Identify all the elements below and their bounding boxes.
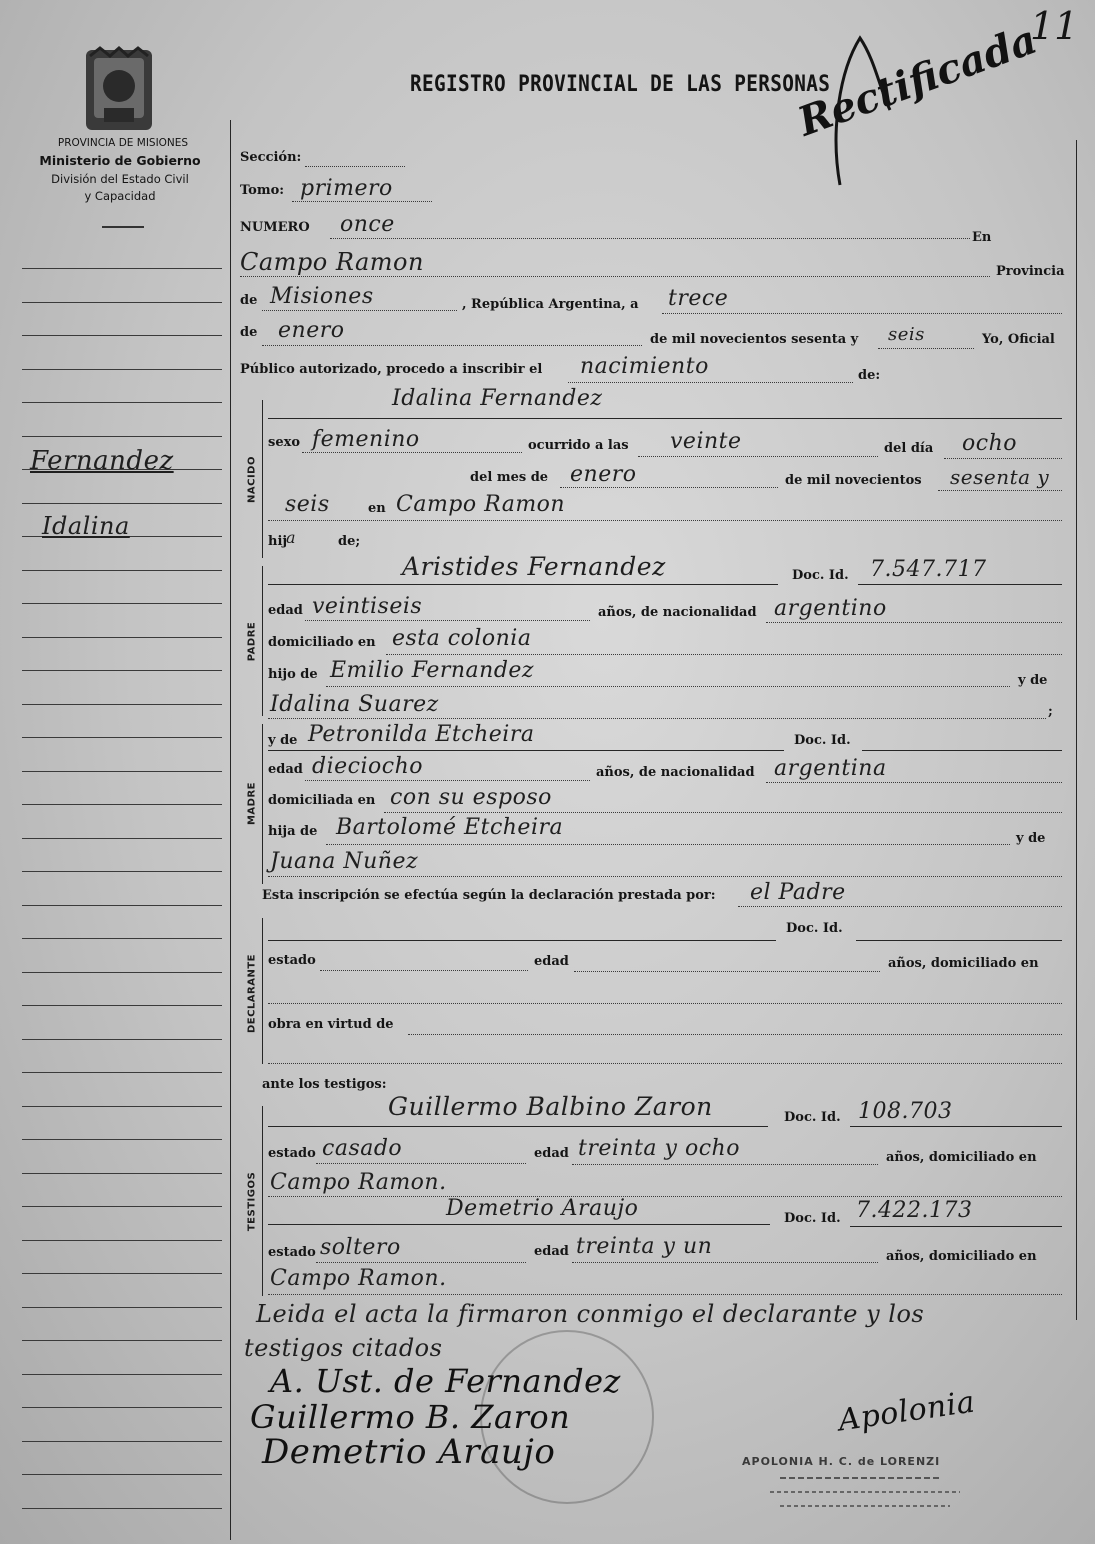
numero-label: NUMERO xyxy=(240,220,310,235)
hora-line xyxy=(638,456,878,457)
madre-nac-value: argentina xyxy=(774,756,887,781)
de-label: de xyxy=(240,293,258,308)
margin-border xyxy=(230,120,231,1540)
testigo-2-doc-line xyxy=(850,1226,1062,1227)
margin-note-given-name: Idalina xyxy=(42,512,130,540)
declarante-edad-label: edad xyxy=(534,954,569,969)
margin-rule-line xyxy=(22,302,222,303)
padre-bracket xyxy=(262,566,263,716)
testigo-2-estado-label: estado xyxy=(268,1245,316,1260)
margin-rule-line xyxy=(22,1072,222,1073)
sexo-label: sexo xyxy=(268,435,301,450)
month-line xyxy=(262,345,642,346)
testigo-1-doc: 108.703 xyxy=(858,1099,953,1124)
document-title: REGISTRO PROVINCIAL DE LAS PERSONAS xyxy=(410,72,831,97)
madre-dom-label: domiciliada en xyxy=(268,793,376,808)
margin-rule-line xyxy=(22,1139,222,1140)
dia-line xyxy=(944,458,1062,459)
madre-side-label: MADRE xyxy=(246,781,258,826)
testigo-1-dom: Campo Ramon. xyxy=(270,1170,447,1195)
testigo-1-doc-label: Doc. Id. xyxy=(784,1110,841,1125)
padre-semicolon: ; xyxy=(1048,704,1053,719)
margin-rule-line xyxy=(22,804,222,805)
declarante-extra-line xyxy=(268,1063,1062,1064)
madre-edad-line xyxy=(305,780,590,781)
declarante-bracket xyxy=(262,918,263,1064)
padre-nac-label: años, de nacionalidad xyxy=(598,605,757,620)
padre-yde-label: y de xyxy=(1018,673,1048,688)
madre-name: Petronilda Etcheira xyxy=(308,722,535,747)
numero-line xyxy=(330,238,970,239)
ministry-line-3: División del Estado Civil xyxy=(51,172,189,186)
nacido-name-line xyxy=(268,418,1062,419)
nacido-year-value-2: seis xyxy=(285,492,330,517)
closing-line-2: testigos citados xyxy=(244,1334,443,1362)
margin-rule-line xyxy=(22,1374,222,1375)
testigo-2-anos-label: años, domiciliado en xyxy=(886,1249,1037,1264)
month-value: enero xyxy=(278,318,345,343)
acto-line xyxy=(568,382,853,383)
testigo-1-estado-label: estado xyxy=(268,1146,316,1161)
madre-dom-value: con su esposo xyxy=(390,785,552,810)
testigo-1-edad-line xyxy=(572,1164,878,1165)
declarante-estado-label: estado xyxy=(268,953,316,968)
en-label: En xyxy=(972,230,992,245)
madre-edad-label: edad xyxy=(268,762,303,777)
testigo-1-estado: casado xyxy=(322,1136,403,1161)
declarante-doc-label: Doc. Id. xyxy=(786,921,843,936)
de3-label: de: xyxy=(858,368,881,383)
signature-3: Demetrio Araujo xyxy=(262,1432,556,1472)
margin-rule-line xyxy=(22,402,222,403)
del-dia-label: del día xyxy=(884,441,934,456)
margin-rule-line xyxy=(22,1106,222,1107)
testigo-1-name-line xyxy=(268,1126,768,1127)
official-stamp-name: APOLONIA H. C. de LORENZI xyxy=(742,1455,941,1468)
madre-name-line xyxy=(268,750,784,751)
declarante-obra-line xyxy=(408,1034,1062,1035)
testigo-2-edad-label: edad xyxy=(534,1244,569,1259)
mes-line xyxy=(560,487,778,488)
rectificada-flourish xyxy=(820,30,910,190)
testigo-2-doc-label: Doc. Id. xyxy=(784,1211,841,1226)
signature-2: Guillermo B. Zaron xyxy=(250,1398,571,1436)
republica-label: , República Argentina, a xyxy=(462,297,639,312)
mes-label: del mes de xyxy=(470,470,549,485)
sexo-value: femenino xyxy=(312,427,420,452)
testigo-2-edad: treinta y un xyxy=(576,1234,713,1259)
padre-edad-value: veintiseis xyxy=(312,594,423,619)
publico-label: Público autorizado, procedo a inscribir el xyxy=(240,362,543,377)
nacido-bracket xyxy=(262,400,263,558)
tomo-value: primero xyxy=(300,176,393,201)
padre-doc-line xyxy=(858,584,1062,585)
hij-de-label: de; xyxy=(338,534,361,549)
declarante-dom-line xyxy=(268,1003,1062,1004)
padre-nac-value: argentino xyxy=(774,596,887,621)
margin-rule-line xyxy=(22,503,222,504)
margin-note-surname: Fernandez xyxy=(30,446,174,476)
official-signature: Apolonia xyxy=(836,1384,978,1439)
dia-value: ocho xyxy=(962,431,1017,456)
padre-hijo-label: hijo de xyxy=(268,667,318,682)
nacido-en-label: en xyxy=(368,501,386,516)
testigo-2-name: Demetrio Araujo xyxy=(446,1196,639,1221)
testigo-2-doc: 7.422.173 xyxy=(856,1198,973,1223)
hij-label: hij xyxy=(268,534,288,549)
padre-dom-value: esta colonia xyxy=(392,626,532,651)
signature-1: A. Ust. de Fernandez xyxy=(270,1362,621,1400)
padre-name: Aristides Fernandez xyxy=(402,552,666,581)
seccion-label: Sección: xyxy=(240,150,302,165)
day-line xyxy=(662,313,1062,314)
nacido-name: Idalina Fernandez xyxy=(392,386,603,411)
testigos-side-label: TESTIGOS xyxy=(246,1171,258,1232)
margin-rule-line xyxy=(22,637,222,638)
testigo-1-edad: treinta y ocho xyxy=(578,1136,740,1161)
padre-nac-line xyxy=(766,622,1062,623)
margin-rule-line xyxy=(22,603,222,604)
madre-nac-label: años, de nacionalidad xyxy=(596,765,755,780)
testigo-1-anos-label: años, domiciliado en xyxy=(886,1150,1037,1165)
madre-doc-label: Doc. Id. xyxy=(794,733,851,748)
ministry-line-1: PROVINCIA DE MISIONES xyxy=(57,137,189,149)
tomo-label: Tomo: xyxy=(240,183,285,198)
margin-rule-line xyxy=(22,436,222,437)
declaracion-text: Esta inscripción se efectúa según la declaración prestada por: xyxy=(262,888,716,903)
escudo-icon xyxy=(80,46,158,132)
margin-rule-line xyxy=(22,972,222,973)
hora-value: veinte xyxy=(670,429,742,454)
year-value: seis xyxy=(888,324,925,345)
margin-rule-line xyxy=(22,1039,222,1040)
testigo-2-edad-line xyxy=(572,1262,878,1263)
testigo-1-dom-line xyxy=(268,1196,1062,1197)
seccion-line xyxy=(305,166,405,167)
madre-edad-value: dieciocho xyxy=(312,754,423,779)
testigo-1-doc-line xyxy=(850,1126,1062,1127)
acto-value: nacimiento xyxy=(580,354,709,379)
margin-rule-line xyxy=(22,1240,222,1241)
margin-rule-line xyxy=(22,704,222,705)
nacido-year-line xyxy=(938,490,1062,491)
margin-rule-line xyxy=(22,905,222,906)
declarante-estado-line xyxy=(320,970,528,971)
day-value: trece xyxy=(668,286,729,311)
madre-yde2-label: y de xyxy=(1016,831,1046,846)
rectificada-annotation: Rectificada xyxy=(791,15,1043,146)
place-line xyxy=(240,276,990,277)
padre-mother-of: Idalina Suarez xyxy=(270,692,439,717)
declarante-obra-label: obra en virtud de xyxy=(268,1017,394,1032)
hij-suffix: a xyxy=(286,528,297,547)
padre-father-line xyxy=(326,686,1010,687)
padre-doc-label: Doc. Id. xyxy=(792,568,849,583)
testigo-2-dom: Campo Ramon. xyxy=(270,1266,447,1291)
margin-rule-line xyxy=(22,1307,222,1308)
nacido-lugar: Campo Ramon xyxy=(396,492,566,517)
margin-rule-line xyxy=(22,1407,222,1408)
margin-rule-line xyxy=(22,838,222,839)
madre-nac-line xyxy=(766,782,1062,783)
ocurrido-label: ocurrido a las xyxy=(528,438,629,453)
padre-edad-line xyxy=(305,620,590,621)
padre-name-line xyxy=(268,584,778,585)
margin-rule-line xyxy=(22,369,222,370)
madre-dom-line xyxy=(384,812,1062,813)
margin-rule-line xyxy=(22,1508,222,1509)
margin-rule-line xyxy=(22,1173,222,1174)
madre-father-line xyxy=(326,844,1010,845)
provincia-line xyxy=(262,310,457,311)
declaracion-value: el Padre xyxy=(750,880,846,905)
madre-bracket xyxy=(262,724,263,884)
testigo-2-estado-line xyxy=(316,1262,526,1263)
padre-edad-label: edad xyxy=(268,603,303,618)
margin-rule-line xyxy=(22,1474,222,1475)
margin-rule-line xyxy=(22,871,222,872)
margin-rule-line xyxy=(22,1441,222,1442)
declarante-edad-line xyxy=(574,971,880,972)
margin-rule-line xyxy=(22,1273,222,1274)
margin-rule-line xyxy=(22,570,222,571)
closing-line-1: Leida el acta la firmaron conmigo el declarante y los xyxy=(256,1300,925,1328)
madre-mother-of: Juana Nuñez xyxy=(270,849,419,874)
year-label: de mil novecientos sesenta y xyxy=(650,332,859,347)
declarante-side-label: DECLARANTE xyxy=(246,953,258,1034)
oficial-label: Yo, Oficial xyxy=(982,332,1055,347)
year-line xyxy=(878,348,974,349)
tomo-line xyxy=(292,201,432,202)
margin-rule-line xyxy=(22,771,222,772)
margin-rule-line xyxy=(22,670,222,671)
nacido-lugar-line xyxy=(268,520,1062,521)
place-value: Campo Ramon xyxy=(240,248,424,276)
nacido-side-label: NACIDO xyxy=(246,456,258,503)
numero-value: once xyxy=(340,212,395,237)
testigo-2-name-line xyxy=(268,1224,770,1225)
mil-label: de mil novecientos xyxy=(785,473,922,488)
sexo-line xyxy=(302,452,522,453)
declarante-doc-line xyxy=(856,940,1062,941)
madre-father-of: Bartolomé Etcheira xyxy=(336,815,564,840)
margin-rule-line xyxy=(22,737,222,738)
provincia-label: Provincia xyxy=(996,264,1065,279)
margin-rule-line xyxy=(22,1340,222,1341)
mes-value: enero xyxy=(570,462,637,487)
madre-mother-line xyxy=(268,876,1062,877)
margin-rule-line xyxy=(22,938,222,939)
margin-rule-line xyxy=(22,1206,222,1207)
testigos-intro: ante los testigos: xyxy=(262,1077,387,1092)
margin-rule-line xyxy=(22,268,222,269)
nacido-year-value: sesenta y xyxy=(950,465,1050,489)
padre-dom-line xyxy=(386,654,1062,655)
testigos-bracket xyxy=(262,1106,263,1296)
testigo-1-name: Guillermo Balbino Zaron xyxy=(388,1092,713,1121)
testigo-1-edad-label: edad xyxy=(534,1146,569,1161)
declarante-name-line xyxy=(268,940,776,941)
ministry-line-2: Ministerio de Gobierno xyxy=(39,153,201,168)
margin-rule-line xyxy=(22,1005,222,1006)
testigo-2-dom-line xyxy=(268,1294,1062,1295)
padre-father-of: Emilio Fernandez xyxy=(330,658,535,683)
declarante-anos-label: años, domiciliado en xyxy=(888,956,1039,971)
madre-doc-line xyxy=(862,750,1062,751)
madre-hija-label: hija de xyxy=(268,824,318,839)
official-stamp-lines xyxy=(760,1472,980,1522)
de2-label: de xyxy=(240,325,258,340)
testigo-1-estado-line xyxy=(316,1163,526,1164)
right-border xyxy=(1076,140,1077,1320)
madre-yde-label: y de xyxy=(268,733,298,748)
padre-doc-value: 7.547.717 xyxy=(870,557,987,582)
page-number: 11 xyxy=(1030,4,1079,48)
testigo-2-estado: soltero xyxy=(320,1235,401,1260)
padre-mother-line xyxy=(268,718,1046,719)
margin-rule-line xyxy=(22,335,222,336)
provincia-value: Misiones xyxy=(270,284,374,309)
ministry-divider xyxy=(102,226,144,228)
padre-side-label: PADRE xyxy=(246,621,258,662)
padre-dom-label: domiciliado en xyxy=(268,635,376,650)
declaracion-line xyxy=(738,906,1062,907)
ministry-line-4: y Capacidad xyxy=(84,189,156,203)
